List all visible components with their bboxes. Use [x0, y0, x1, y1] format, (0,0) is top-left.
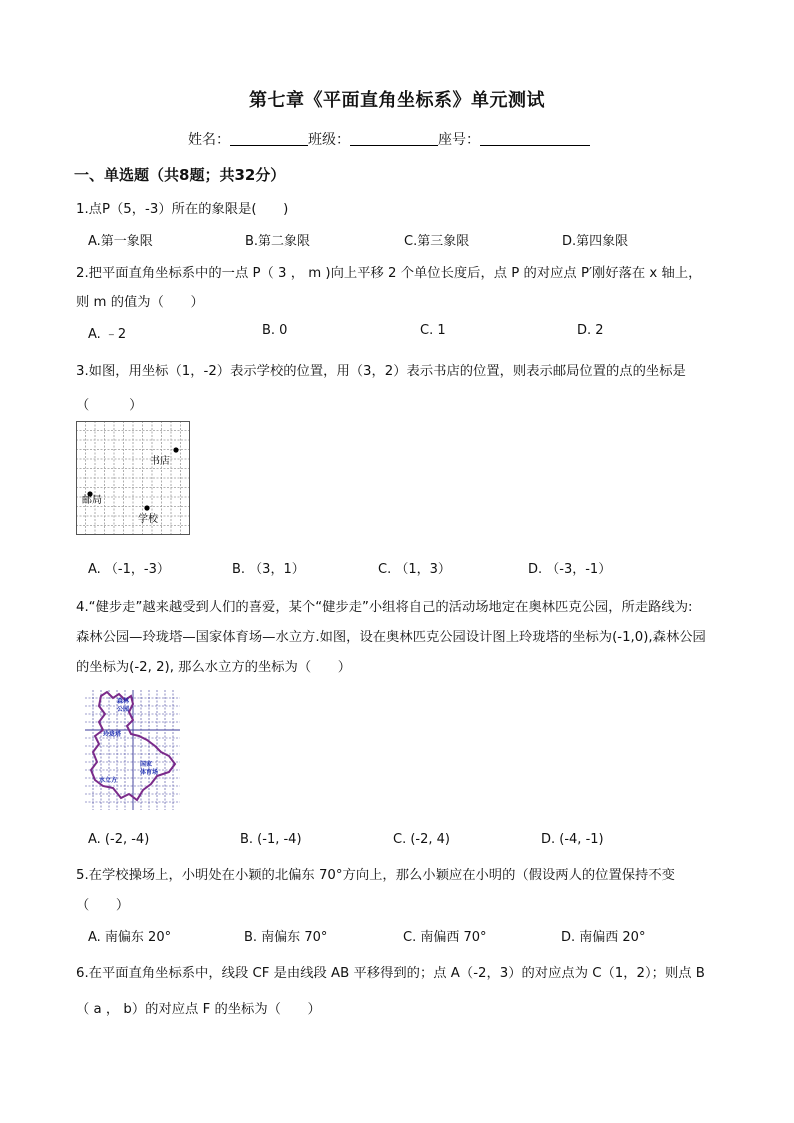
q1-option-b[interactable]: B.第二象限 [245, 234, 311, 249]
q1-option-a[interactable]: A.第一象限 [88, 234, 153, 249]
student-info-line [188, 129, 590, 149]
question-6-stem-line1: 6.在平面直角坐标系中，线段 CF 是由线段 AB 平移得到的；点 A（-2，3）的对应点为 C（1，2）；则点 B [76, 966, 705, 981]
q3-option-d[interactable]: D. （-3，-1） [528, 562, 612, 577]
stadium-label-1: 国家 [140, 761, 153, 768]
q5-option-c[interactable]: C. 南偏西 70° [403, 930, 487, 945]
question-6-stem-line2: （ a ， b）的对应点 F 的坐标为（ ） [76, 1002, 321, 1017]
class-label: 班级： [308, 132, 350, 148]
class-blank[interactable] [350, 131, 438, 146]
q3-option-b[interactable]: B. （3，1） [232, 562, 305, 577]
question-4-stem-line3: 的坐标为(-2, 2), 那么水立方的坐标为（ ） [76, 660, 352, 675]
question-4-stem-line1: 4.“健步走”越来越受到人们的喜爱，某个“健步走”小组将自己的活动场地定在奥林匹克公园，所走路线为: [76, 600, 693, 615]
name-label: 姓名： [188, 132, 230, 148]
q4-option-a[interactable]: A. (-2, -4) [88, 832, 150, 847]
question-2-stem-line2: 则 m 的值为（ ） [76, 295, 204, 310]
q1-option-d[interactable]: D.第四象限 [562, 234, 629, 249]
q1-option-c[interactable]: C.第三象限 [404, 234, 470, 249]
question-1-stem: 1.点P（5，-3）所在的象限是( ) [76, 202, 289, 217]
question-2-stem-line1: 2.把平面直角坐标系中的一点 P（ 3 ， m )向上平移 2 个单位长度后，点 P 的对应点 P′刚好落在 x 轴上， [76, 266, 702, 281]
question-5-stem-line1: 5.在学校操场上，小明处在小颖的北偏东 70°方向上，那么小颖应在小明的（假设两人的位置保持不变 [76, 868, 675, 883]
post-office-label: 邮局 [82, 495, 102, 506]
question-5-stem-line2: （ ） [76, 898, 130, 913]
q3-option-c[interactable]: C. （1，3） [378, 562, 451, 577]
seat-blank[interactable] [480, 131, 590, 146]
q5-option-d[interactable]: D. 南偏西 20° [561, 930, 646, 945]
bookstore-label: 书店 [150, 456, 170, 467]
stadium-label-2: 体育场 [140, 769, 159, 776]
school-label: 学校 [138, 514, 158, 525]
tower-label: 玲珑塔 [103, 731, 122, 738]
q2-option-a[interactable]: A. ﹣2 [88, 327, 127, 342]
seat-label: 座号： [438, 132, 480, 148]
q5-option-a[interactable]: A. 南偏东 20° [88, 930, 172, 945]
q2-option-c[interactable]: C. 1 [420, 323, 446, 338]
q2-option-b[interactable]: B. 0 [262, 323, 288, 338]
page-title: 第七章《平面直角坐标系》单元测试 [249, 90, 545, 111]
bookstore-point [173, 447, 178, 452]
school-point [144, 505, 149, 510]
question-3-stem-line2: （ ） [76, 398, 143, 413]
q3-option-a[interactable]: A. （-1，-3） [88, 562, 170, 577]
q2-option-d[interactable]: D. 2 [577, 323, 604, 338]
q5-option-b[interactable]: B. 南偏东 70° [244, 930, 328, 945]
q4-option-c[interactable]: C. (-2, 4) [393, 832, 450, 847]
name-blank[interactable] [230, 131, 308, 146]
q4-option-d[interactable]: D. (-4, -1) [541, 832, 604, 847]
forest-label-2: 公园 [117, 706, 130, 713]
forest-label-1: 森林 [117, 698, 130, 705]
question-4-stem-line2: 森林公园—玲珑塔—国家体育场—水立方.如图，设在奥林匹克公园设计图上玲珑塔的坐标为(-1,0),森林公园 [76, 630, 706, 645]
section-heading: 一、单选题（共8题；共32分） [74, 166, 286, 184]
school-grid-figure [76, 421, 190, 535]
olympic-park-map-figure [85, 690, 180, 810]
q4-option-b[interactable]: B. (-1, -4) [240, 832, 302, 847]
water-cube-label: 水立方 [99, 777, 118, 784]
question-3-stem-line1: 3.如图，用坐标（1，-2）表示学校的位置，用（3，2）表示书店的位置，则表示邮局位置的点的坐标是 [76, 364, 686, 379]
